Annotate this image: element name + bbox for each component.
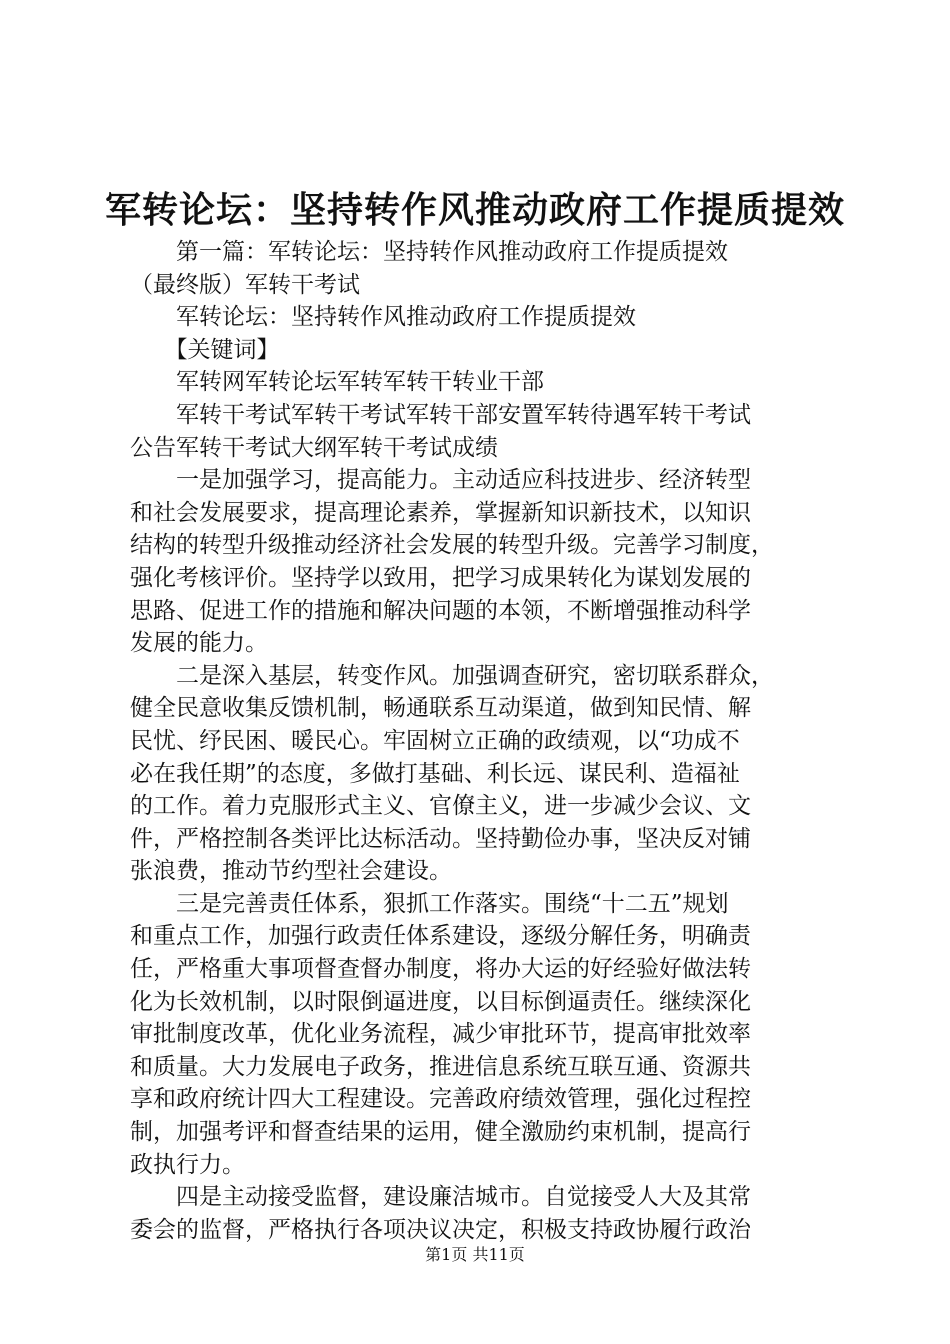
body-line: 思路、促进工作的措施和解决问题的本领，不断增强推动科学	[130, 597, 751, 624]
body-line: 和社会发展要求，提高理论素养，掌握新知识新技术，以知识	[130, 499, 751, 526]
body-line: 健全民意收集反馈机制，畅通联系互动渠道，做到知民情、解	[130, 695, 751, 722]
body-line: 民忧、纾民困、暖民心。牢固树立正确的政绩观，以“功成不	[130, 727, 740, 754]
body-line: 享和政府统计四大工程建设。完善政府绩效管理，强化过程控	[130, 1086, 751, 1113]
body-line: 四是主动接受监督，建设廉洁城市。自觉接受人大及其常	[130, 1184, 751, 1211]
body-line: 军转网军转论坛军转军转干转业干部	[130, 369, 544, 396]
body-line: 二是深入基层，转变作风。加强调查研究，密切联系群众，	[130, 662, 774, 689]
body-line: 和质量。大力发展电子政务，推进信息系统互联互通、资源共	[130, 1053, 751, 1080]
body-line: 必在我任期”的态度，多做打基础、利长远、谋民利、造福祉	[130, 760, 740, 787]
body-line: 军转论坛：坚持转作风推动政府工作提质提效	[130, 304, 636, 331]
body-line: 和重点工作，加强行政责任体系建设，逐级分解任务，明确责	[130, 923, 751, 950]
body-line: 【关键词】	[130, 336, 280, 363]
body-line: 发展的能力。	[130, 630, 268, 657]
body-line: 三是完善责任体系，狠抓工作落实。围绕“十二五”规划	[130, 890, 729, 917]
body-line: 任，严格重大事项督查督办制度，将办大运的好经验好做法转	[130, 956, 751, 983]
body-line: 的工作。着力克服形式主义、官僚主义，进一步减少会议、文	[130, 793, 751, 820]
body-line: 审批制度改革，优化业务流程，减少审批环节，提高审批效率	[130, 1021, 751, 1048]
body-line: 制，加强考评和督查结果的运用，健全激励约束机制，提高行	[130, 1119, 751, 1146]
body-line: 结构的转型升级推动经济社会发展的转型升级。完善学习制度，	[130, 532, 774, 559]
body-line: 公告军转干考试大纲军转干考试成绩	[130, 434, 498, 461]
document-body	[130, 236, 835, 1246]
document-title: 军转论坛：坚持转作风推动政府工作提质提效	[104, 189, 845, 231]
body-line: 强化考核评价。坚持学以致用，把学习成果转化为谋划发展的	[130, 564, 751, 591]
body-line: 委会的监督，严格执行各项决议决定，积极支持政协履行政治	[130, 1216, 751, 1243]
page-number-footer: 第1页 共11页	[425, 1245, 525, 1264]
body-line: 军转干考试军转干考试军转干部安置军转待遇军转干考试	[130, 401, 751, 428]
body-line: 件，严格控制各类评比达标活动。坚持勤俭办事，坚决反对铺	[130, 825, 751, 852]
body-line: 政执行力。	[130, 1151, 245, 1178]
body-line: 张浪费，推动节约型社会建设。	[130, 858, 452, 885]
body-line: 化为长效机制，以时限倒逼进度，以目标倒逼责任。继续深化	[130, 988, 751, 1015]
body-line: 第一篇：军转论坛：坚持转作风推动政府工作提质提效	[130, 239, 728, 265]
body-line: （最终版）军转干考试	[130, 271, 360, 298]
body-line: 一是加强学习，提高能力。主动适应科技进步、经济转型	[130, 467, 751, 494]
